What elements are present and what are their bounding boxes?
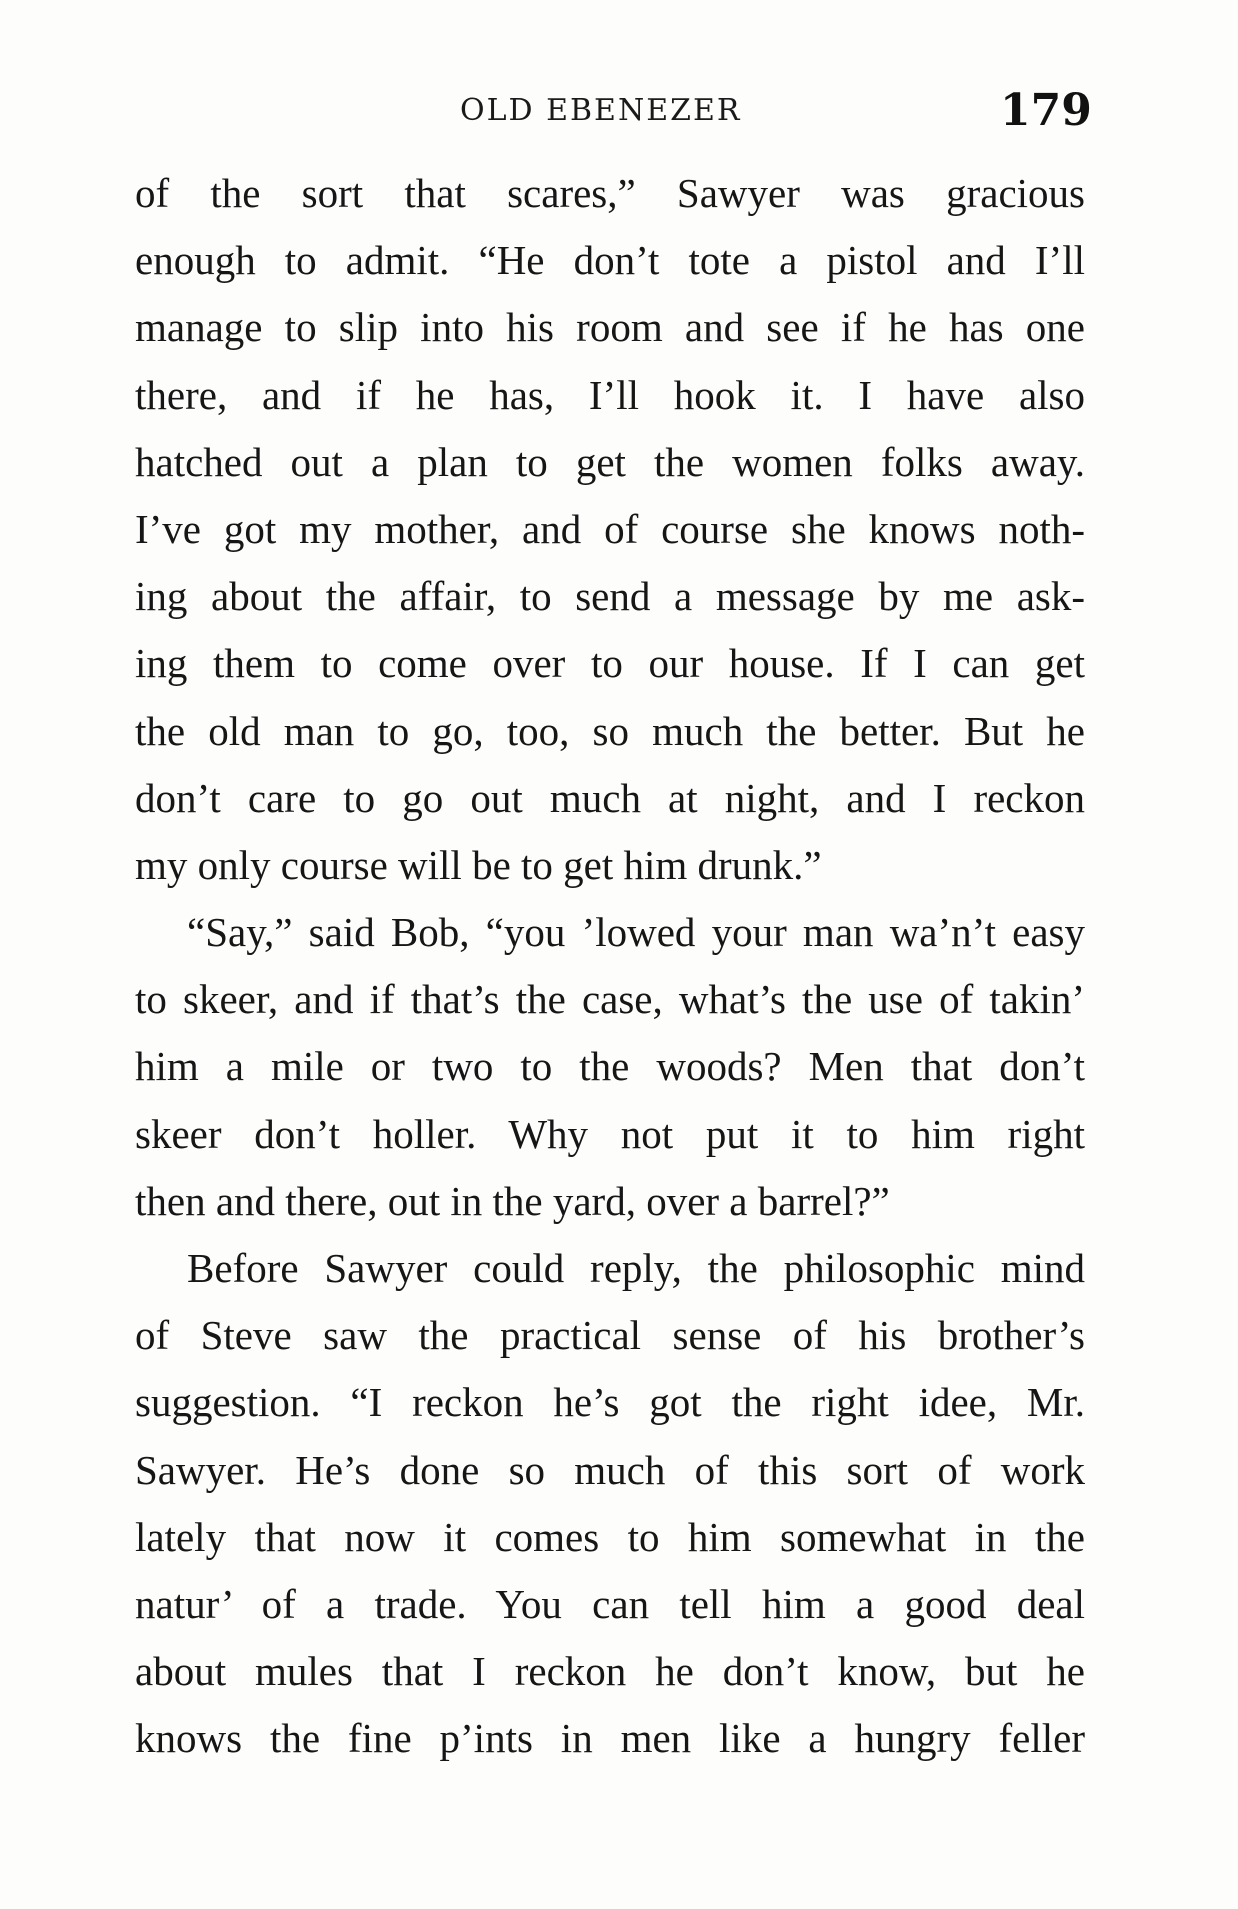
text-line: natur’ of a trade. You can tell him a good deal (135, 1580, 1085, 1627)
text-line: “Say,” said Bob, “you ’lowed your man wa’n’t easy (187, 909, 1085, 956)
text-line: don’t care to go out much at night, and I reckon (135, 774, 1085, 821)
text-line: of the sort that scares,” Sawyer was gracious (135, 170, 1085, 216)
text-line: then and there, out in the yard, over a barrel?” (135, 1177, 890, 1224)
text-line: suggestion. “I reckon he’s got the right idee, Mr. (135, 1379, 1085, 1426)
text-line: the old man to go, too, so much the better. But he (135, 707, 1085, 754)
running-title: OLD EBENEZER (460, 93, 742, 128)
text-line: knows the fine p’ints in men like a hungry feller (135, 1715, 1085, 1762)
text-line: manage to slip into his room and see if he has one (135, 304, 1085, 351)
text-line: I’ve got my mother, and of course she knows noth- (135, 505, 1085, 552)
text-line: ing them to come over to our house. If I can get (135, 640, 1085, 687)
text-line: my only course will be to get him drunk.” (135, 841, 822, 888)
running-head (0, 85, 1238, 145)
page-number: 179 (1000, 85, 1092, 136)
text-line: skeer don’t holler. Why not put it to him right (135, 1110, 1085, 1157)
text-line: him a mile or two to the woods? Men that don’t (135, 1043, 1085, 1090)
text-line: enough to admit. “He don’t tote a pistol and I’ll (135, 237, 1085, 284)
text-line: hatched out a plan to get the women folks away. (135, 438, 1085, 485)
text-line: there, and if he has, I’ll hook it. I have also (135, 371, 1085, 418)
body-text (135, 160, 1085, 1773)
text-line: of Steve saw the practical sense of his brother’s (135, 1312, 1085, 1359)
text-line: about mules that I reckon he don’t know, but he (135, 1648, 1085, 1695)
text-line: lately that now it comes to him somewhat in the (135, 1513, 1085, 1560)
text-line: to skeer, and if that’s the case, what’s the use of takin’ (135, 976, 1085, 1023)
text-line: Before Sawyer could reply, the philosophic mind (187, 1245, 1085, 1291)
text-line: Sawyer. He’s done so much of this sort of work (135, 1446, 1085, 1493)
text-line: ing about the affair, to send a message by me ask- (135, 573, 1085, 620)
